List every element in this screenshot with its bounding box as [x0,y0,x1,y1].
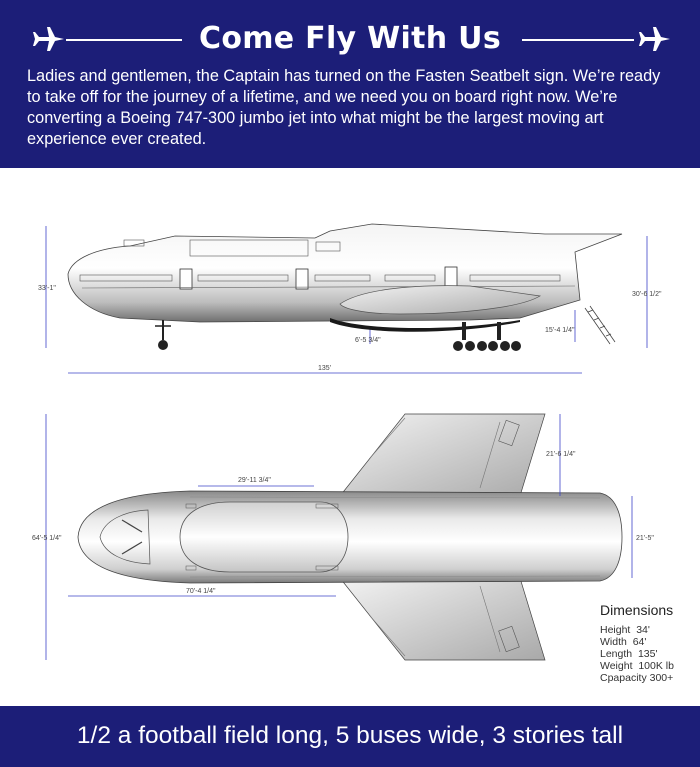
dimension-value: 34' [636,624,650,636]
tail-span-label: 21'-6 1/4" [546,451,576,458]
dimension-value: 300+ [649,672,674,684]
intro-paragraph: Ladies and gentlemen, the Captain has turned on the Fasten Seatbelt sign. We’re ready to take off for the journey of a lifetime, and we need you on board right now. We’re converting a Boeing 747-300 jumbo jet into what might be the largest moving art experience ever created. [27,67,661,148]
boarding-stairs [585,306,615,344]
nose-length-label: 70'-4 1/4" [186,588,216,595]
wing-dim-label: 6'-5 3/4" [355,337,381,344]
cutout-outline [180,502,348,572]
title-divider-right [522,39,634,41]
top-wing-upper [340,414,545,496]
dimension-value: 100K lb [638,660,674,672]
footer-banner [0,706,700,767]
dimensions-title: Dimensions [600,602,674,618]
height-right-label: 30'-6 1/2" [632,291,662,298]
side-view [38,224,662,373]
dimension-value: 135' [637,648,658,660]
header-banner [0,0,700,168]
fuselage-right-label: 21'-5" [636,535,654,542]
dimension-row [600,648,700,660]
top-fuselage [78,491,622,583]
cutout-length-label: 29'-11 3/4" [238,477,271,484]
dimension-label: Height [600,624,631,636]
dimension-row [600,636,700,648]
length-label: 135' [318,365,332,372]
dimension-row [600,660,700,672]
dimension-label: Width [600,636,627,648]
blueprint-diagram [0,168,700,706]
dimension-label: Length [600,648,633,660]
dimension-label: Weight [600,660,633,672]
top-view [32,414,654,660]
dimensions-panel [600,602,700,684]
dimension-row [600,624,700,636]
gear-dim-label: 15'-4 1/4" [545,327,575,334]
dimension-label: Cpapacity [600,672,647,684]
dimension-row [600,672,700,684]
page-title: Come Fly With Us [199,21,501,56]
airplane-icon [636,21,672,57]
top-wing-lower [340,578,545,660]
nose-gear [155,320,171,350]
footer-tagline: 1/2 a football field long, 5 buses wide, 3 stories tall [76,722,624,749]
title-row [0,16,700,62]
dimension-value: 64' [632,636,647,648]
height-left-label: 33'-1" [38,285,56,292]
width-label: 64'-5 1/4" [32,535,62,542]
